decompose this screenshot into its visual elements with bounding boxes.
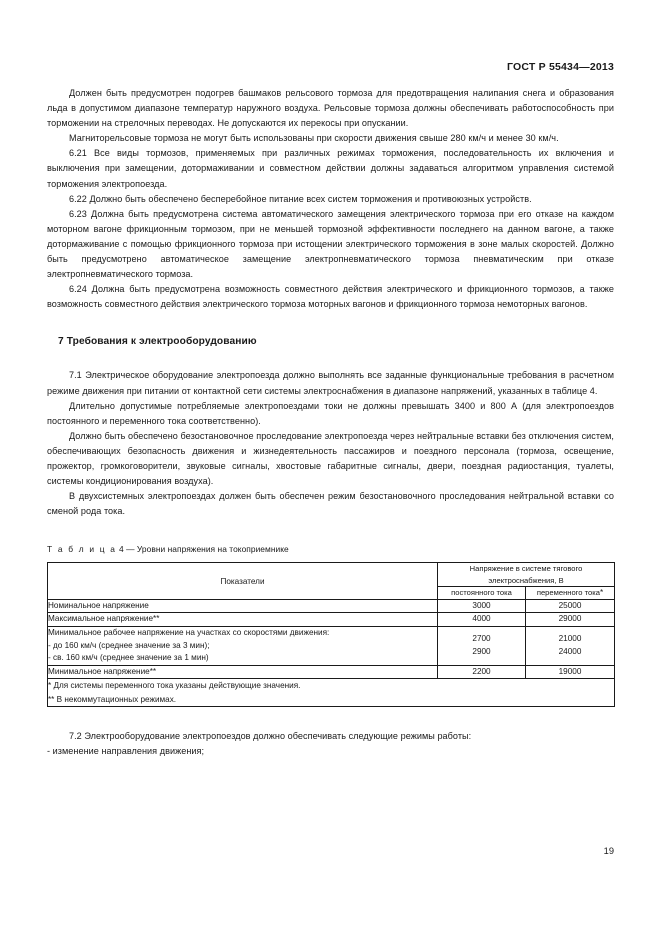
row-label-minimum (48, 665, 438, 679)
header-direct-current: постоянного тока (438, 587, 526, 600)
paragraph-neutral-inserts: Должно быть обеспечено безостановочное проследование электропоезда через нейтральные вставки без отключения систем, обеспечивающих безопасность движения и жизнедеятельность пассажиров и поездного персонала (тормоза, освещение, прожектор, громкоговорители, звуковые сигналы, хвостовые габаритные сигналы, двери, поездная радиостанция, туалеты, системы кондиционирования воздуха). (47, 430, 614, 487)
paragraph-currents: Длительно допустимые потребляемые электропоездами токи не должны превышать 3400 и 800 А (для электропоездов постоянного и переменного тока соответственно). (47, 400, 614, 426)
spacer (47, 312, 614, 336)
cell-ac-value: 25000 (526, 599, 615, 613)
footnote-1: * Для системы переменного тока указаны действующие значения. (48, 681, 301, 691)
dc-value-2: 2900 (472, 646, 491, 656)
footnote-marker: ** (149, 666, 157, 676)
ac-value-1: 21000 (558, 634, 582, 644)
standard-header: ГОСТ Р 55434—2013 (506, 61, 614, 73)
label-text: Минимальное напряжение (48, 666, 150, 676)
cell-dc-value: 3000 (438, 599, 526, 613)
clause-6-24: 6.24 Должна быть предусмотрена возможность совместного действия электрического и фрикционного тормозов, а также возможность совместного действия электрического тормоза моторных вагонов и фрикционного тормоза немоторных вагонов. (47, 284, 614, 310)
header-voltage-group: Напряжение в системе тягового электроснабжения, В (438, 563, 615, 587)
table-row (48, 627, 615, 666)
cell-dc-value (438, 627, 526, 666)
page-number: 19 (603, 846, 614, 856)
paragraph: Должен быть предусмотрен подогрев башмаков рельсового тормоза для предотвращения налипания снега и образования льда в допустимом диапазоне температур наружного воздуха. Рельсовые тормоза должны обеспечивать работоспособность при торможении на стрелочных переводах. Не допускаются их перекосы при опускании. (47, 88, 614, 129)
table-footnotes-row (48, 679, 615, 707)
cell-ac-value: 29000 (526, 613, 615, 627)
table-row (48, 665, 615, 679)
label-line-3: - св. 160 км/ч (среднее значение за 1 мин) (48, 653, 209, 663)
cell-ac-value: 19000 (526, 665, 615, 679)
row-label-nominal (48, 599, 438, 613)
row-label-maximum (48, 613, 438, 627)
footnote-marker: * (599, 588, 604, 598)
table-caption (47, 544, 614, 554)
footnote-2: ** В некоммутационных режимах. (48, 694, 177, 704)
header-alternating-current (526, 587, 615, 600)
clause-6-21: 6.21 Все виды тормозов, применяемых при различных режимах торможения, последовательность их включения и выключения при замещении, дотормаживании и совместном действии должны задаваться алгоритмом управления системой торможения электропоезда. (47, 148, 614, 189)
spacer (47, 519, 614, 544)
label-text: Максимальное напряжение (48, 614, 154, 624)
table-header-row-1 (48, 563, 615, 587)
dc-value-1: 2700 (472, 634, 491, 644)
clause-6-23: 6.23 Должна быть предусмотрена система автоматического замещения электрического тормоза при его отказе на каждом моторном вагоне фрикционным тормозом, при не меньшей тормозной эффективности последнего на данном вагоне, а также дотормаживание с помощью фрикционного тормоза при истощении электрического торможения в зоне малых скоростей. Должно быть предусмотрено автоматическое замещение электропневматического тормоза пневматическим при отказе электропневматического тормоза. (47, 208, 614, 280)
table-caption-word: Т а б л и ц а (47, 544, 117, 555)
section-heading-7: 7 Требования к электрооборудованию (58, 336, 257, 348)
list-item: - изменение направления движения; (47, 746, 205, 757)
table-footnotes (48, 679, 615, 707)
cell-dc-value: 2200 (438, 665, 526, 679)
label-line-2: - до 160 км/ч (среднее значение за 3 мин); (48, 640, 210, 650)
label-text: Номинальное напряжение (48, 600, 149, 610)
spacer (47, 347, 614, 368)
spacer (47, 707, 614, 729)
paragraph: Магниторельсовые тормоза не могут быть использованы при скорости движения свыше 280 км/ч и менее 30 км/ч. (69, 133, 559, 144)
voltage-levels-table (47, 562, 615, 707)
table-row (48, 613, 615, 627)
label-line-1: Минимальное рабочее напряжение на участках со скоростями движения: (48, 628, 330, 638)
header-parameters: Показатели (48, 563, 438, 600)
table-row (48, 599, 615, 613)
page-content (47, 86, 614, 759)
footnote-marker: ** (153, 614, 160, 624)
ac-value-2: 24000 (558, 646, 582, 656)
clause-7-2: 7.2 Электрооборудование электропоездов должно обеспечивать следующие режимы работы: (69, 731, 472, 742)
cell-ac-value (526, 627, 615, 666)
header-ac-text: переменного тока (536, 588, 600, 598)
clause-6-22: 6.22 Должно быть обеспечено бесперебойное питание всех систем торможения и противоюзных устройств. (69, 193, 532, 204)
cell-dc-value: 4000 (438, 613, 526, 627)
table-caption-text: 4 — Уровни напряжения на токоприемнике (119, 544, 289, 555)
row-label-minimum-working (48, 627, 438, 666)
paragraph-dual-system: В двухсистемных электропоездах должен быть обеспечен режим безостановочного проследования нейтральной вставки со сменой рода тока. (47, 491, 614, 517)
clause-7-1: 7.1 Электрическое оборудование электропоезда должно выполнять все заданные функциональные требования в расчетном режиме движения при питании от контактной сети системы электроснабжения в диапазоне напряжений, указанных в таблице 4. (47, 370, 614, 396)
